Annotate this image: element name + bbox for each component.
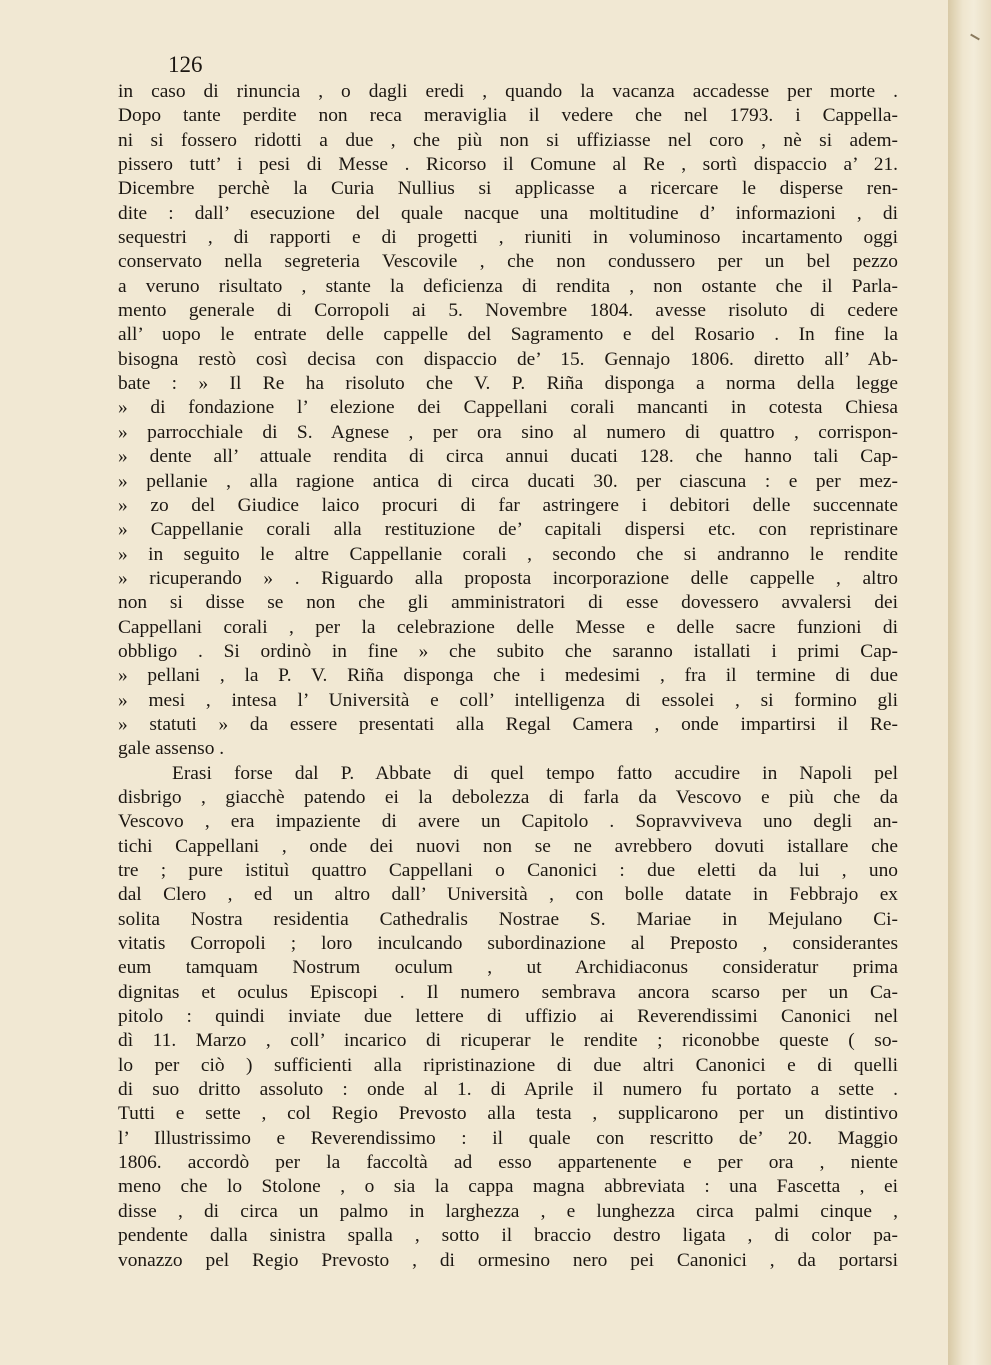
text-line: dite : dall’ esecuzione del quale nacque una moltitudine d’ informazioni , di <box>118 202 898 224</box>
text-line: dignitas et oculus Episcopi . Il numero sembrava ancora scarso per un Ca- <box>118 981 898 1003</box>
text-line: tichi Cappellani , onde dei nuovi non se ne avrebbero dovuti istallare che <box>118 835 898 857</box>
text-line: mento generale di Corropoli ai 5. Novembre 1804. avesse risoluto di cedere <box>118 300 898 322</box>
text-line: dal Clero , ed un altro dall’ Università , con bolle datate in Febbrajo ex <box>118 884 898 906</box>
text-line: Vescovo , era impaziente di avere un Capitolo . Sopravviveva uno degli an- <box>118 811 898 833</box>
text-line: Erasi forse dal P. Abbate di quel tempo fatto accudire in Napoli pel <box>172 762 898 784</box>
text-line: a veruno risultato , stante la deficienza di rendita , non ostante che il Parla- <box>118 275 898 297</box>
text-line: di suo dritto assoluto : onde al 1. di Aprile il numero fu portato a sette . <box>118 1079 898 1101</box>
text-line: pendente dalla sinistra spalla , sotto il braccio destro ligata , di color pa- <box>118 1225 898 1247</box>
text-line: all’ uopo le entrate delle cappelle del Sagramento e del Rosario . In fine la <box>118 324 898 346</box>
text-line: bate : » Il Re ha risoluto che V. P. Riña disponga a norma della legge <box>118 373 898 395</box>
text-line: » in seguito le altre Cappellanie corali , secondo che si andranno le rendite <box>118 543 898 565</box>
text-line: ni si fossero ridotti a due , che più non si uffiziasse nel coro , nè si adem- <box>118 129 898 151</box>
text-line: disbrigo , giacchè patendo ei la debolezza di farla da Vescovo e più che da <box>118 786 898 808</box>
text-line: meno che lo Stolone , o sia la cappa magna abbreviata : una Fascetta , ei <box>118 1176 898 1198</box>
text-line: bisogna restò così decisa con dispaccio de’ 15. Gennajo 1806. diretto all’ Ab- <box>118 348 898 370</box>
text-line: sequestri , di rapporti e di progetti , riuniti in voluminoso incartamento oggi <box>118 227 898 249</box>
text-line: pitolo : quindi inviate due lettere di uffizio ai Reverendissimi Canonici nel <box>118 1006 898 1028</box>
text-line: dì 11. Marzo , coll’ incarico di ricuperar le rendite ; riconobbe queste ( so- <box>118 1030 898 1052</box>
text-line: Cappellani corali , per la celebrazione delle Messe e delle sacre funzioni di <box>118 616 898 638</box>
text-line: l’ Illustrissimo e Reverendissimo : il quale con rescritto de’ 20. Maggio <box>118 1127 898 1149</box>
page-number: 126 <box>168 52 203 77</box>
text-line: lo per ciò ) sufficienti alla ripristinazione di due altri Canonici e di quelli <box>118 1054 898 1076</box>
text-line: Tutti e sette , col Regio Prevosto alla testa , supplicarono per un distintivo <box>118 1103 898 1125</box>
text-line: » mesi , intesa l’ Università e coll’ intelligenza di essolei , si formino gli <box>118 689 898 711</box>
text-line: solita Nostra residentia Cathedralis Nostrae S. Mariae in Mejulano Ci- <box>118 908 898 930</box>
text-line: non si disse se non che gli amministratori di esse dovessero avvalersi dei <box>118 592 898 614</box>
text-line: Dopo tante perdite non reca meraviglia il vedere che nel 1793. i Cappella- <box>118 105 898 127</box>
text-line: disse , di circa un palmo in larghezza , e lunghezza circa palmi cinque , <box>118 1200 898 1222</box>
text-line: in caso di rinuncia , o dagli eredi , quando la vacanza accadesse per morte . <box>118 81 898 102</box>
text-line: tre ; pure istituì quattro Cappellani o Canonici : due eletti da lui , uno <box>118 860 898 881</box>
text-line: obbligo . Si ordinò in fine » che subito che saranno istallati i primi Cap- <box>118 640 898 662</box>
text-line: vonazzo pel Regio Prevosto , di ormesino nero pei Canonici , da portarsi <box>118 1249 898 1271</box>
text-line: » statuti » da essere presentati alla Regal Camera , onde impartirsi il Re- <box>118 713 898 735</box>
text-line: conservato nella segreteria Vescovile , che non condussero per un bel pezzo <box>118 251 898 273</box>
body-text <box>118 80 898 1273</box>
text-line: » ricuperando » . Riguardo alla proposta incorporazione delle cappelle , altro <box>118 567 898 589</box>
text-line: » pellani , la P. V. Riña disponga che i medesimi , fra il termine di due <box>118 665 898 687</box>
book-gutter <box>948 0 991 1365</box>
text-line: 1806. accordò per la faccoltà ad esso appartenente e per ora , niente <box>118 1152 898 1174</box>
text-line: eum tamquam Nostrum oculum , ut Archidiaconus consideratur prima <box>118 957 898 979</box>
text-line: » pellanie , alla ragione antica di circa ducati 30. per ciascuna : e per mez- <box>118 470 898 492</box>
text-line: » di fondazione l’ elezione dei Cappellani corali mancanti in cotesta Chiesa <box>118 397 898 419</box>
text-line: » zo del Giudice laico procuri di far astringere i debitori delle succennate <box>118 494 898 516</box>
text-line: vitatis Corropoli ; loro inculcando subordinazione al Preposto , considerantes <box>118 933 898 955</box>
text-line: pissero tutt’ i pesi di Messe . Ricorso il Comune al Re , sortì dispaccio a’ 21. <box>118 154 898 176</box>
text-line: » dente all’ attuale rendita di circa annui ducati 128. che hanno tali Cap- <box>118 446 898 468</box>
text-line: gale assenso . <box>118 738 225 760</box>
text-line: Dicembre perchè la Curia Nullius si applicasse a ricercare le disperse ren- <box>118 178 898 200</box>
text-line: » Cappellanie corali alla restituzione de’ capitali dispersi etc. con repristinare <box>118 519 898 541</box>
text-line: » parrocchiale di S. Agnese , per ora sino al numero di quattro , corrispon- <box>118 421 898 443</box>
